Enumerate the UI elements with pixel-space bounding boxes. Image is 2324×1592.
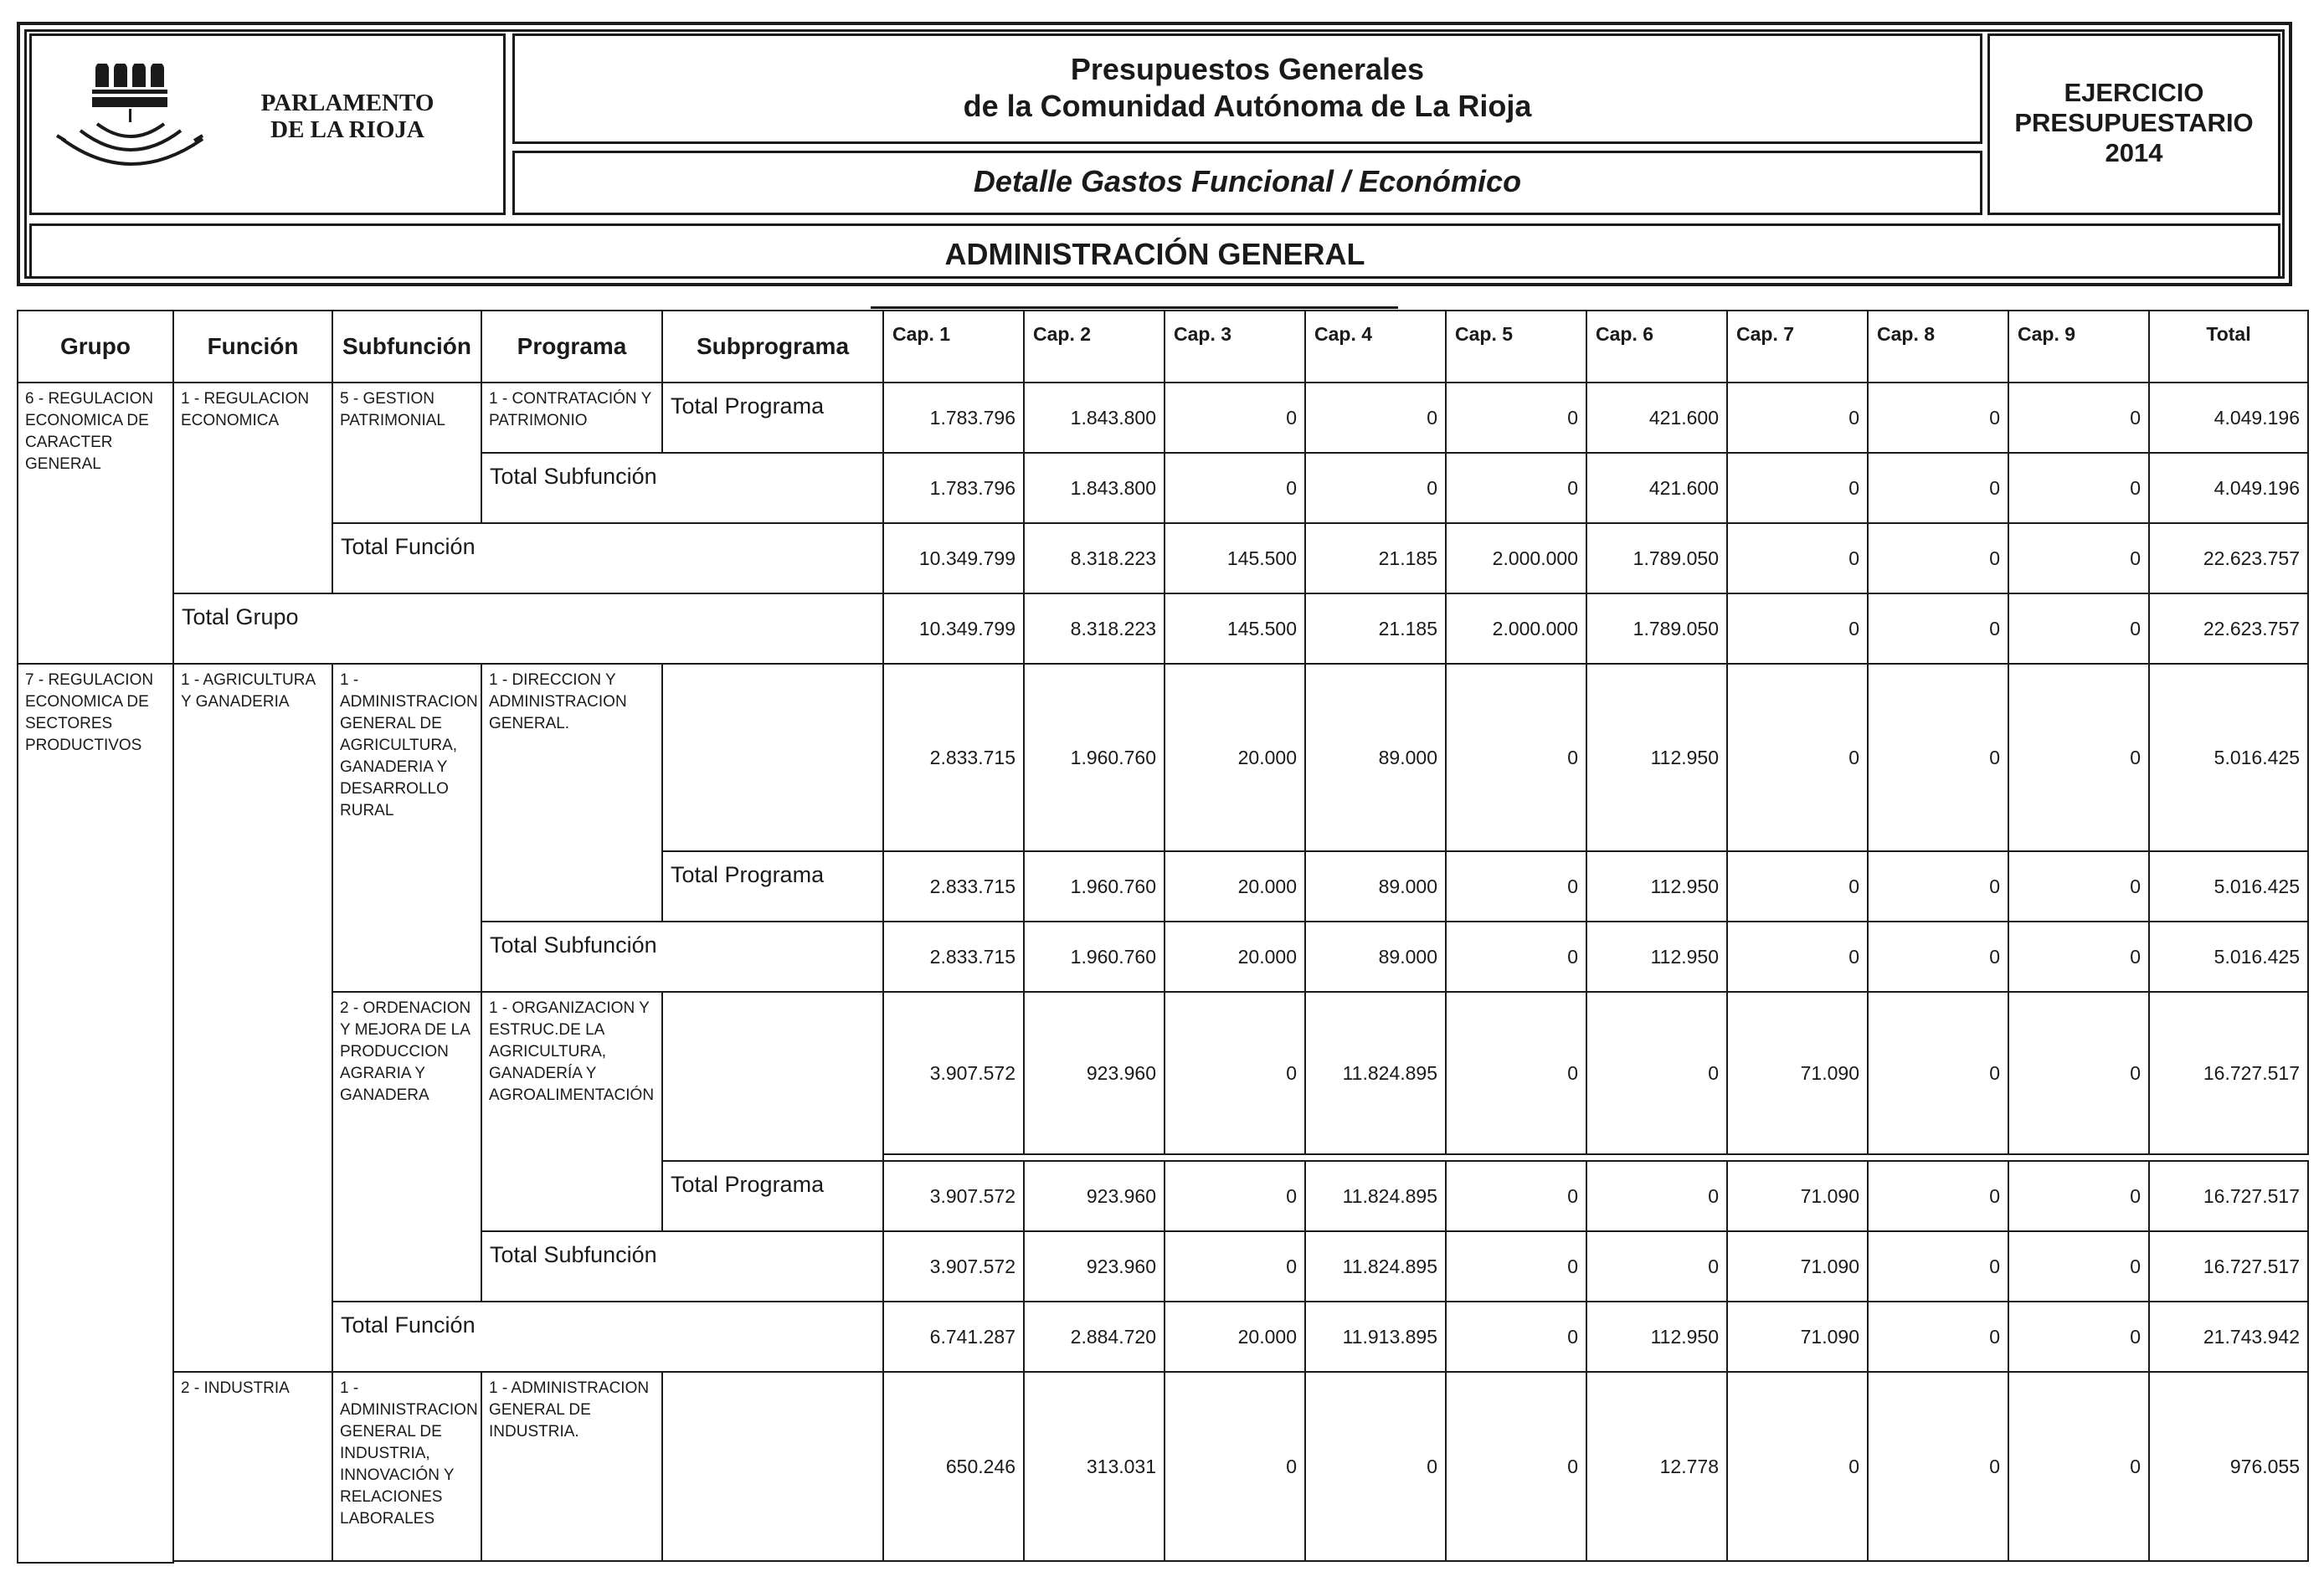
- total-funcion-label: Total Función: [332, 1301, 884, 1373]
- cap-value: 21.185: [1304, 522, 1447, 594]
- title-line1: Presupuestos Generales: [1070, 52, 1425, 86]
- fiscal-year: [1990, 78, 2278, 168]
- column-header: Cap. 8: [1867, 310, 2009, 383]
- cap-value: 112.950: [1586, 921, 1728, 993]
- total-programa-label: Total Programa: [661, 382, 884, 454]
- cap-value: 11.824.895: [1304, 991, 1447, 1155]
- cap-value: 0: [1445, 991, 1587, 1155]
- cap-value: 2.833.715: [882, 921, 1025, 993]
- cap-value: 0: [1867, 1230, 2009, 1302]
- fiscal-year-value: 2014: [2105, 138, 2163, 167]
- cap-value: 20.000: [1164, 850, 1306, 922]
- column-header: Cap. 6: [1586, 310, 1728, 383]
- cap-value: 1.783.796: [882, 452, 1025, 524]
- cap-value: 0: [1445, 1301, 1587, 1373]
- grupo-cell: 6 - REGULACION ECONOMICA DE CARACTER GENERAL: [17, 382, 174, 665]
- row-total-value: 976.055: [2148, 1371, 2309, 1562]
- cap-value: 0: [1726, 452, 1869, 524]
- cap-value: 20.000: [1164, 1301, 1306, 1373]
- cap-value: 3.907.572: [882, 1230, 1025, 1302]
- cap-value: 0: [2008, 921, 2150, 993]
- total-grupo-label: Total Grupo: [172, 593, 884, 665]
- cap-value: 0: [1726, 663, 1869, 852]
- cap-value: 0: [1867, 522, 2009, 594]
- cap-value: 11.824.895: [1304, 1160, 1447, 1232]
- cap-value: 0: [1726, 850, 1869, 922]
- cap-value: 11.913.895: [1304, 1301, 1447, 1373]
- cap-value: 89.000: [1304, 850, 1447, 922]
- row-total-value: 16.727.517: [2148, 1230, 2309, 1302]
- parliament-logo-icon: [55, 64, 239, 174]
- cap-value: 2.000.000: [1445, 593, 1587, 665]
- cap-value: 0: [1445, 1160, 1587, 1232]
- cap-value: 0: [1867, 850, 2009, 922]
- cap-value: 923.960: [1023, 1160, 1165, 1232]
- cap-value: 0: [1304, 382, 1447, 454]
- column-header: Total: [2148, 310, 2309, 383]
- column-header: Cap. 2: [1023, 310, 1165, 383]
- cap-value: 71.090: [1726, 1301, 1869, 1373]
- column-header: Cap. 4: [1304, 310, 1447, 383]
- org-name-line1: PARLAMENTO: [260, 90, 434, 116]
- total-funcion-label: Total Función: [332, 522, 884, 594]
- cap-value: 313.031: [1023, 1371, 1165, 1562]
- cap-value: 3.907.572: [882, 991, 1025, 1155]
- total-subfuncion-label: Total Subfunción: [481, 921, 884, 993]
- cap-value: 71.090: [1726, 1230, 1869, 1302]
- cap-value: 0: [1726, 522, 1869, 594]
- cap-value: 0: [1164, 382, 1306, 454]
- org-name-line2: DE LA RIOJA: [270, 116, 424, 143]
- cap-value: 0: [1445, 1230, 1587, 1302]
- column-header: Cap. 7: [1726, 310, 1869, 383]
- cap-value: 2.833.715: [882, 663, 1025, 852]
- cap-value: 0: [1867, 1301, 2009, 1373]
- cap-value: 0: [2008, 452, 2150, 524]
- cap-value: 71.090: [1726, 991, 1869, 1155]
- cap-value: 0: [1867, 593, 2009, 665]
- cap-value: 0: [2008, 593, 2150, 665]
- row-total-value: 16.727.517: [2148, 991, 2309, 1155]
- programa-cell: 1 - CONTRATACIÓN Y PATRIMONIO: [481, 382, 663, 454]
- cap-value: 0: [1445, 452, 1587, 524]
- cap-value: 0: [1164, 991, 1306, 1155]
- cap-value: 89.000: [1304, 663, 1447, 852]
- section-panel: [29, 223, 2280, 279]
- subprograma-cell: [661, 663, 884, 852]
- cap-value: 0: [2008, 1301, 2150, 1373]
- cap-value: 20.000: [1164, 921, 1306, 993]
- divider: [871, 306, 1398, 309]
- funcion-cell: 1 - AGRICULTURA Y GANADERIA: [172, 663, 333, 1373]
- cap-value: 1.843.800: [1023, 452, 1165, 524]
- cap-value: 0: [1164, 1371, 1306, 1562]
- row-total-value: 5.016.425: [2148, 663, 2309, 852]
- total-programa-label: Total Programa: [661, 1160, 884, 1232]
- fiscal-year-panel: [1987, 33, 2280, 215]
- column-header: Subfunción: [332, 310, 482, 383]
- row-total-value: 5.016.425: [2148, 850, 2309, 922]
- cap-value: 923.960: [1023, 1230, 1165, 1302]
- cap-value: 8.318.223: [1023, 522, 1165, 594]
- subprograma-cell: [661, 991, 884, 1162]
- column-header: Subprograma: [661, 310, 884, 383]
- subfuncion-cell: 2 - ORDENACION Y MEJORA DE LA PRODUCCION AGRARIA Y GANADERA: [332, 991, 482, 1373]
- title-panel: [512, 33, 1982, 144]
- cap-value: 3.907.572: [882, 1160, 1025, 1232]
- row-total-value: 21.743.942: [2148, 1301, 2309, 1373]
- cap-value: 0: [2008, 1230, 2150, 1302]
- cap-value: 0: [1867, 991, 2009, 1155]
- column-header: Cap. 5: [1445, 310, 1587, 383]
- cap-value: 10.349.799: [882, 593, 1025, 665]
- subtitle-panel: [512, 151, 1982, 215]
- cap-value: 650.246: [882, 1371, 1025, 1562]
- subprograma-cell: [661, 1371, 884, 1562]
- cap-value: 0: [1304, 452, 1447, 524]
- cap-value: 1.789.050: [1586, 593, 1728, 665]
- total-subfuncion-label: Total Subfunción: [481, 1230, 884, 1302]
- cap-value: 0: [1867, 663, 2009, 852]
- title-line2: de la Comunidad Autónoma de La Rioja: [963, 89, 1532, 123]
- cap-value: 2.833.715: [882, 850, 1025, 922]
- cap-value: 0: [1867, 1371, 2009, 1562]
- subfuncion-cell: 1 - ADMINISTRACION GENERAL DE INDUSTRIA, INNOVACIÓN Y RELACIONES LABORALES: [332, 1371, 482, 1562]
- cap-value: 0: [1726, 593, 1869, 665]
- programa-cell: 1 - ADMINISTRACION GENERAL DE INDUSTRIA.: [481, 1371, 663, 1562]
- subfuncion-cell: 5 - GESTION PATRIMONIAL: [332, 382, 482, 524]
- cap-value: 0: [2008, 991, 2150, 1155]
- programa-cell: 1 - ORGANIZACION Y ESTRUC.DE LA AGRICULTURA, GANADERÍA Y AGROALIMENTACIÓN: [481, 991, 663, 1232]
- total-subfuncion-label: Total Subfunción: [481, 452, 884, 524]
- row-total-value: 22.623.757: [2148, 593, 2309, 665]
- cap-value: 11.824.895: [1304, 1230, 1447, 1302]
- cap-value: 0: [1164, 1160, 1306, 1232]
- row-total-value: 22.623.757: [2148, 522, 2309, 594]
- column-header: Función: [172, 310, 333, 383]
- cap-value: 0: [1164, 1230, 1306, 1302]
- column-header: Cap. 1: [882, 310, 1025, 383]
- funcion-cell: 1 - REGULACION ECONOMICA: [172, 382, 333, 594]
- cap-value: 0: [1164, 452, 1306, 524]
- cap-value: 0: [1445, 382, 1587, 454]
- cap-value: 89.000: [1304, 921, 1447, 993]
- funcion-cell: 2 - INDUSTRIA: [172, 1371, 333, 1562]
- cap-value: 2.884.720: [1023, 1301, 1165, 1373]
- cap-value: 0: [1867, 382, 2009, 454]
- grupo-cell: 7 - REGULACION ECONOMICA DE SECTORES PRODUCTIVOS: [17, 663, 174, 1564]
- cap-value: 1.843.800: [1023, 382, 1165, 454]
- cap-value: 421.600: [1586, 382, 1728, 454]
- column-header: Grupo: [17, 310, 174, 383]
- cap-value: 1.960.760: [1023, 850, 1165, 922]
- cap-value: 0: [1726, 1371, 1869, 1562]
- cap-value: 0: [1586, 1160, 1728, 1232]
- cap-value: 21.185: [1304, 593, 1447, 665]
- cap-value: 0: [1867, 452, 2009, 524]
- fiscal-year-line1: EJERCICIO: [2064, 78, 2204, 107]
- fiscal-year-line2: PRESUPUESTARIO: [2014, 108, 2254, 137]
- cap-value: 1.960.760: [1023, 921, 1165, 993]
- row-total-value: 4.049.196: [2148, 452, 2309, 524]
- column-header: Cap. 9: [2008, 310, 2150, 383]
- page-title: [515, 51, 1980, 125]
- cap-value: 0: [2008, 1160, 2150, 1232]
- cap-value: 0: [1445, 850, 1587, 922]
- cap-value: 0: [1586, 991, 1728, 1155]
- cap-value: 145.500: [1164, 593, 1306, 665]
- cap-value: 112.950: [1586, 1301, 1728, 1373]
- row-total-value: 4.049.196: [2148, 382, 2309, 454]
- subfuncion-cell: 1 - ADMINISTRACION GENERAL DE AGRICULTURA, GANADERIA Y DESARROLLO RURAL: [332, 663, 482, 993]
- page-subtitle: Detalle Gastos Funcional / Económico: [973, 164, 1522, 198]
- cap-value: 0: [1867, 1160, 2009, 1232]
- cap-value: 8.318.223: [1023, 593, 1165, 665]
- cap-value: 0: [2008, 663, 2150, 852]
- cap-value: 1.960.760: [1023, 663, 1165, 852]
- cap-value: 1.783.796: [882, 382, 1025, 454]
- cap-value: 0: [1867, 921, 2009, 993]
- cap-value: 1.789.050: [1586, 522, 1728, 594]
- cap-value: 0: [1304, 1371, 1447, 1562]
- column-header: Cap. 3: [1164, 310, 1306, 383]
- cap-value: 112.950: [1586, 663, 1728, 852]
- cap-value: 0: [1445, 1371, 1587, 1562]
- column-header: Programa: [481, 310, 663, 383]
- cap-value: 10.349.799: [882, 522, 1025, 594]
- cap-value: 923.960: [1023, 991, 1165, 1155]
- cap-value: 0: [1445, 921, 1587, 993]
- org-name: [255, 90, 440, 143]
- cap-value: 0: [2008, 1371, 2150, 1562]
- cap-value: 0: [2008, 522, 2150, 594]
- row-total-value: 5.016.425: [2148, 921, 2309, 993]
- total-programa-label: Total Programa: [661, 850, 884, 922]
- budget-table: [17, 310, 2307, 1559]
- row-total-value: 16.727.517: [2148, 1160, 2309, 1232]
- cap-value: 12.778: [1586, 1371, 1728, 1562]
- cap-value: 6.741.287: [882, 1301, 1025, 1373]
- cap-value: 112.950: [1586, 850, 1728, 922]
- cap-value: 20.000: [1164, 663, 1306, 852]
- cap-value: 421.600: [1586, 452, 1728, 524]
- cap-value: 0: [1726, 921, 1869, 993]
- section-title: ADMINISTRACIÓN GENERAL: [944, 237, 1365, 271]
- cap-value: 145.500: [1164, 522, 1306, 594]
- cap-value: 2.000.000: [1445, 522, 1587, 594]
- cap-value: 71.090: [1726, 1160, 1869, 1232]
- cap-value: 0: [1586, 1230, 1728, 1302]
- cap-value: 0: [2008, 382, 2150, 454]
- cap-value: 0: [1445, 663, 1587, 852]
- programa-cell: 1 - DIRECCION Y ADMINISTRACION GENERAL.: [481, 663, 663, 922]
- cap-value: 0: [2008, 850, 2150, 922]
- cap-value: 0: [1726, 382, 1869, 454]
